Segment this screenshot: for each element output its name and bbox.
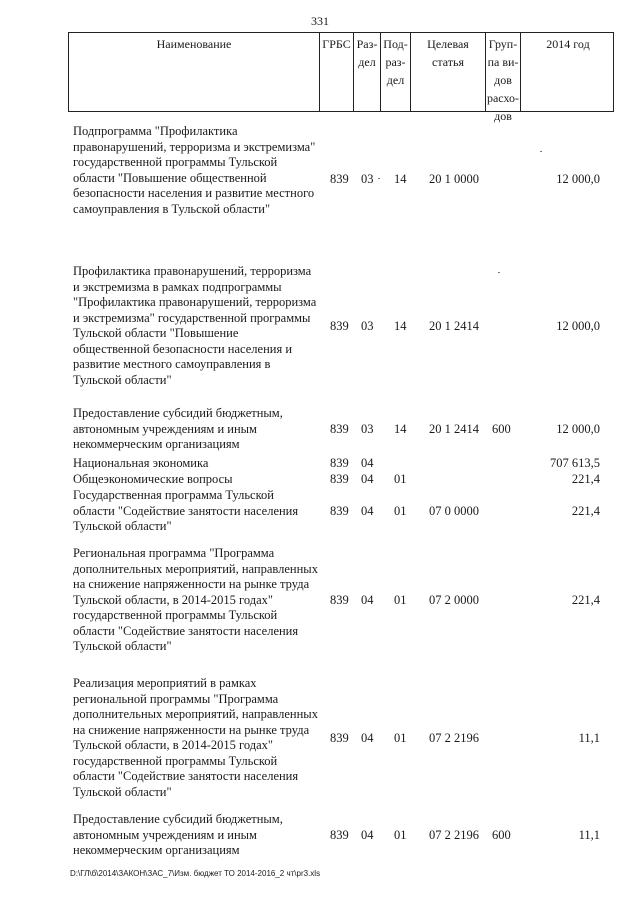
header-razdel: Раз- дел — [353, 33, 380, 111]
row-razdel: 04 — [361, 828, 374, 842]
row-grbs: 839 — [330, 319, 349, 333]
row-podrazdel: 01 — [394, 828, 407, 842]
row-name: Национальная экономика — [73, 456, 209, 470]
row-amount: 221,4 — [571, 472, 600, 486]
row-podrazdel: 01 — [394, 504, 407, 518]
table-row — [68, 406, 614, 454]
row-razdel: 04 — [361, 731, 374, 745]
row-razdel: 04 — [361, 504, 374, 518]
row-razdel: 04 — [361, 593, 374, 607]
table-row — [68, 264, 614, 394]
row-podrazdel: 14 — [394, 422, 407, 436]
header-celevaya-statya: Целевая статья — [410, 33, 485, 111]
row-name: Региональная программа "Программа дополнительных мероприятий, направленных на снижение напряженности на рынке труда Тульской области, в 2014-2015 годах" государственной программы Тульской области "Содействие занятости населения Тульской области" — [73, 546, 318, 653]
row-amount: 11,1 — [578, 731, 600, 745]
row-podrazdel: 01 — [394, 593, 407, 607]
row-name: Государственная программа Тульской области "Содействие занятости населения Тульской области" — [73, 488, 299, 533]
row-celevaya: 20 1 2414 — [429, 422, 479, 436]
row-podrazdel: 01 — [394, 731, 407, 745]
table-row — [68, 676, 614, 806]
row-celevaya: 07 2 2196 — [429, 731, 479, 745]
row-gruppa: 600 — [492, 422, 511, 436]
row-amount: 707 613,5 — [550, 456, 600, 470]
row-grbs: 839 — [330, 456, 349, 470]
row-grbs: 839 — [330, 422, 349, 436]
row-razdel: 04 — [361, 472, 374, 486]
row-grbs: 839 — [330, 731, 349, 745]
table-row — [68, 124, 614, 239]
table-header — [68, 32, 614, 123]
row-celevaya: 07 2 0000 — [429, 593, 479, 607]
row-grbs: 839 — [330, 504, 349, 518]
header-gruppa-vidov-raskhodov: Груп- па ви- дов расхо- дов — [485, 33, 520, 111]
row-name: Реализация мероприятий в рамках региональной программы "Программа дополнительных мероприятий, направленных на снижение напряженности на рынке труда Тульской области, в 2014-2015 годах" государственной программы Тульской области "Содействие занятости населения Тульской области" — [73, 676, 318, 799]
scan-speck — [540, 151, 542, 152]
row-podrazdel: 01 — [394, 472, 407, 486]
row-celevaya: 07 2 2196 — [429, 828, 479, 842]
row-amount: 12 000,0 — [556, 172, 600, 186]
header-podrazdel: Под- раз- дел — [380, 33, 410, 111]
row-amount: 12 000,0 — [556, 422, 600, 436]
row-amount: 221,4 — [571, 593, 600, 607]
table-row — [68, 488, 614, 536]
row-name: Предоставление субсидий бюджетным, автономным учреждениям и иным некоммерческим организациям — [73, 406, 283, 451]
row-name: Подпрограмма "Профилактика правонарушений, терроризма и экстремизма" государственной программы Тульской области "Повышение общественной безопасности населения и развитие местного самоуправления в Тульской области" — [73, 124, 316, 216]
row-razdel: 03 — [361, 319, 374, 333]
row-razdel: 03 — [361, 422, 374, 436]
scan-speck — [498, 272, 500, 273]
table-row — [68, 546, 614, 662]
page-number: 331 — [311, 14, 329, 28]
row-grbs: 839 — [330, 828, 349, 842]
row-podrazdel: 14 — [394, 172, 407, 186]
row-amount: 221,4 — [571, 504, 600, 518]
row-name: Предоставление субсидий бюджетным, автономным учреждениям и иным некоммерческим организациям — [73, 812, 283, 857]
row-amount: 12 000,0 — [556, 319, 600, 333]
row-name: Профилактика правонарушений, терроризма и экстремизма в рамках подпрограммы "Профилактика правонарушений, терроризма и экстремизма" государственной программы Тульской области "Повышение общественной безопасности населения и развитие местного самоуправления в Тульской области" — [73, 264, 317, 387]
header-year: 2014 год — [520, 33, 615, 111]
row-celevaya: 07 0 0000 — [429, 504, 479, 518]
row-grbs: 839 — [330, 472, 349, 486]
row-celevaya: 20 1 2414 — [429, 319, 479, 333]
row-grbs: 839 — [330, 172, 349, 186]
table-row — [68, 812, 614, 860]
file-path-footer: D:\ГЛ\б\2014\ЗАКОН\ЗАС_7\Изм. бюджет ТО 2014-2016_2 чт\pr3.xls — [70, 869, 321, 878]
row-gruppa: 600 — [492, 828, 511, 842]
row-celevaya: 20 1 0000 — [429, 172, 479, 186]
row-name: Общеэкономические вопросы — [73, 472, 233, 486]
table-row — [68, 456, 614, 472]
row-razdel: 03 — [361, 172, 374, 186]
row-amount: 11,1 — [578, 828, 600, 842]
scan-speck — [378, 178, 380, 179]
table-row — [68, 472, 614, 488]
row-razdel: 04 — [361, 456, 374, 470]
row-podrazdel: 14 — [394, 319, 407, 333]
row-grbs: 839 — [330, 593, 349, 607]
header-name: Наименование — [156, 37, 232, 51]
header-grbs: ГРБС — [319, 33, 353, 111]
